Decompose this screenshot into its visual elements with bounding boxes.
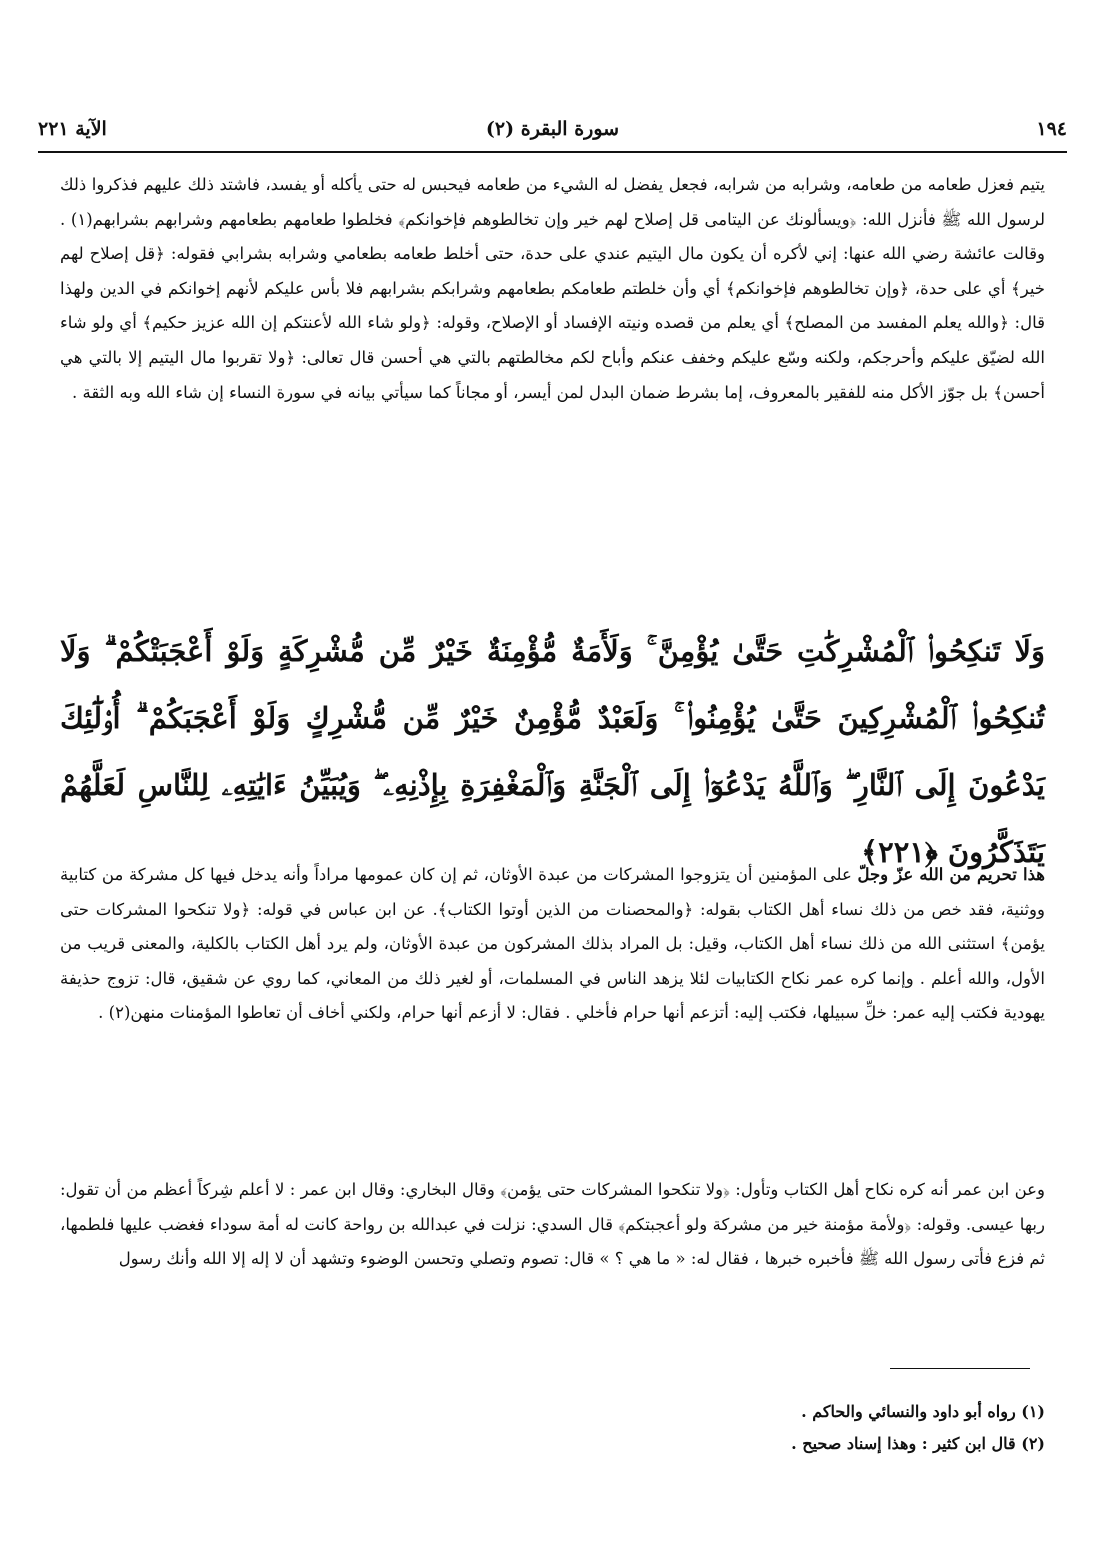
paragraph-2-lead: هذا تحريم من الله عزّ وجلّ — [857, 865, 1045, 884]
header-rule — [38, 151, 1067, 153]
footnote-rule — [890, 1368, 1030, 1369]
commentary-block-1 — [60, 168, 1045, 410]
verse-reference: الآية ٢٢١ — [38, 118, 107, 140]
surah-title: (٢) سورة البقرة — [485, 118, 620, 140]
page-header — [38, 118, 1067, 148]
paragraph-2-body: على المؤمنين أن يتزوجوا المشركات من عبدة الأوثان، ثم إن كان عمومها مراداً وأنه يدخل فيها كل مشركة من كتابية ووثنية، فقد خص من ذلك نساء أهل الكتاب بقوله: ﴿والمحصنات من الذين أوتوا الكتاب﴾. عن ابن عباس في قوله: ﴿ولا تنكحوا المشركات حتى يؤمن﴾ استثنى الله من ذلك نساء أهل الكتاب، وقيل: بل المراد بذلك المشركون من عبدة الأوثان، ولم يرد أهل الكتاب بالكلية، والمعنى قريب من الأول، والله أعلم . وإنما كره عمر نكاح الكتابيات لئلا يزهد الناس في المسلمات، أو لغير ذلك من المعاني، كما روي عن شقيق، قال: تزوج حذيفة يهودية فكتب إليه عمر: خلِّ سبيلها، فكتب إليه: أتزعم أنها حرام فأخلي . فقال: لا أزعم أنها حرام، ولكني أخاف أن تعاطوا المؤمنات منهن(٢) . — [60, 865, 1045, 1023]
paragraph-3: وعن ابن عمر أنه كره نكاح أهل الكتاب وتأول: ﴿ولا تنكحوا المشركات حتى يؤمن﴾ وقال البخاري: وقال ابن عمر : لا أعلم شِركاً أعظم من أن تقول: ربها عيسى. وقوله: ﴿ولأمة مؤمنة خير من مشركة ولو أعجبتكم﴾ قال السدي: نزلت في عبدالله بن رواحة كانت له أمة سوداء فغضب عليها فلطمها، ثم فزع فأتى رسول الله ﷺ فأخبره خبرها ، فقال له: « ما هي ؟ » قال: تصوم وتصلي وتحسن الوضوء وتشهد أن لا إله إلا الله وأنك رسول — [60, 1180, 1045, 1269]
commentary-block-2 — [60, 858, 1045, 1031]
commentary-block-3 — [60, 1173, 1045, 1277]
paragraph-1: يتيم فعزل طعامه من طعامه، وشرابه من شرابه، فجعل يفضل له الشيء من طعامه فيحبس له حتى يأكله أو يفسد، فاشتد ذلك عليهم فذكروا ذلك لرسول الله ﷺ فأنزل الله: ﴿ويسألونك عن اليتامى قل إصلاح لهم خير وإن تخالطوهم فإخوانكم﴾ فخلطوا طعامهم بطعامهم وشرابهم بشرابهم(١) . وقالت عائشة رضي الله عنها: إني لأكره أن يكون مال اليتيم عندي على حدة، حتى أخلط طعامه بطعامي وشرابه بشرابي فقوله: ﴿قل إصلاح لهم خير﴾ أي على حدة، ﴿وإن تخالطوهم فإخوانكم﴾ أي وأن خلطتم طعامكم بطعامهم وشرابكم بشرابهم فلا بأس عليكم لأنهم إخوانكم في الدين ولهذا قال: ﴿والله يعلم المفسد من المصلح﴾ أي يعلم من قصده ونيته الإفساد أو الإصلاح، وقوله: ﴿ولو شاء الله لأعنتكم إن الله عزيز حكيم﴾ أي ولو شاء الله لضيّق عليكم وأحرجكم، ولكنه وسّع عليكم وخفف عنكم وأباح لكم مخالطتهم بالتي هي أحسن قال تعالى: ﴿ولا تقربوا مال اليتيم إلا بالتي هي أحسن﴾ بل جوّز الأكل منه للفقير بالمعروف، إما بشرط ضمان البدل لمن أيسر، أو مجاناً كما سيأتي بيانه في سورة النساء إن شاء الله وبه الثقة . — [60, 175, 1045, 402]
footnote-2: (٢) قال ابن كثير : وهذا إسناد صحيح . — [791, 1434, 1045, 1453]
page-number: ١٩٤ — [1036, 118, 1067, 140]
footnote-1: (١) رواه أبو داود والنسائي والحاكم . — [801, 1402, 1045, 1421]
quran-verse: وَلَا تَنكِحُوا۟ ٱلْمُشْرِكَٰتِ حَتَّىٰ يُؤْمِنَّ ۚ وَلَأَمَةٌ مُّؤْمِنَةٌ خَيْرٌ مِّن مُّشْرِكَةٍ وَلَوْ أَعْجَبَتْكُمْ ۗ وَلَا تُنكِحُوا۟ ٱلْمُشْرِكِينَ حَتَّىٰ يُؤْمِنُوا۟ ۚ وَلَعَبْدٌ مُّؤْمِنٌ خَيْرٌ مِّن مُّشْرِكٍ وَلَوْ أَعْجَبَكُمْ ۗ أُو۟لَٰٓئِكَ يَدْعُونَ إِلَى ٱلنَّارِ ۖ وَٱللَّهُ يَدْعُوٓا۟ إِلَى ٱلْجَنَّةِ وَٱلْمَغْفِرَةِ بِإِذْنِهِۦ ۖ وَيُبَيِّنُ ءَايَٰتِهِۦ لِلنَّاسِ لَعَلَّهُمْ يَتَذَكَّرُونَ ﴿٢٢١﴾ — [60, 634, 1045, 869]
paragraph-2 — [60, 858, 1045, 1031]
